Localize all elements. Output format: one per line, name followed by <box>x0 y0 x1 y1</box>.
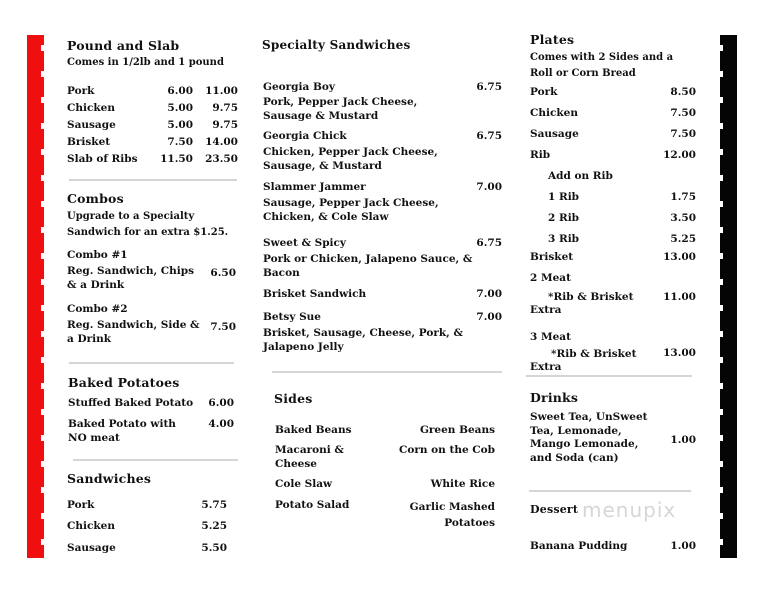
menu-item-price-half: 5.00 <box>167 102 193 114</box>
menu-item-price-half: 6.00 <box>167 85 193 97</box>
plate-price: 7.50 <box>670 128 696 140</box>
specialty-description: Sausage, Pepper Jack Cheese, Chicken, & Cole Slaw <box>263 197 439 223</box>
combo-price: 6.50 <box>210 267 236 279</box>
specialty-description: Brisket, Sausage, Cheese, Pork, & Jalapeno Jelly <box>263 327 463 353</box>
plate-name: Chicken <box>530 107 578 119</box>
specialty-name: Georgia Boy <box>263 81 335 93</box>
side-item: Green Beans <box>419 424 495 436</box>
menu-item-price: 6.00 <box>208 397 234 409</box>
menu-item-name: Sausage <box>67 119 116 131</box>
menu-item-price-pound: 14.00 <box>205 136 238 148</box>
plate-name: Pork <box>530 86 558 98</box>
add-on-name: 1 Rib <box>548 191 580 203</box>
specialty-name: Brisket Sandwich <box>263 288 367 300</box>
specialty-price: 6.75 <box>476 81 502 93</box>
specialty-description: Pork, Pepper Jack Cheese, Sausage & Mustard <box>263 96 418 122</box>
plate-price: 8.50 <box>670 86 696 98</box>
section-title-sides: Sides <box>274 391 313 406</box>
plate-name: Rib <box>530 149 551 161</box>
plate-price: 13.00 <box>663 251 696 263</box>
side-item: Macaroni & Cheese <box>275 444 344 470</box>
side-item: Baked Beans <box>275 424 352 436</box>
menu-item-name: Chicken <box>67 102 115 114</box>
section-title-plates: Plates <box>530 32 575 47</box>
specialty-price: 7.00 <box>476 288 502 300</box>
dessert-price: 1.00 <box>670 540 696 552</box>
section-title-specialty-sandwiches: Specialty Sandwiches <box>262 38 411 52</box>
right-black-border <box>720 35 737 558</box>
menu-item-name: Baked Potato with NO meat <box>68 418 176 444</box>
specialty-description: Pork or Chicken, Jalapeno Sauce, & Bacon <box>263 253 473 279</box>
specialty-price: 6.75 <box>476 130 502 142</box>
specialty-price: 7.00 <box>476 311 502 323</box>
add-on-price: 3.50 <box>670 212 696 224</box>
drinks-description: Sweet Tea, UnSweet Tea, Lemonade, Mango Lemonade, and Soda (can) <box>530 411 648 464</box>
specialty-name: Georgia Chick <box>263 130 347 142</box>
section-title-pound-and-slab: Pound and Slab <box>67 38 180 53</box>
combo-description: Reg. Sandwich, Side & a Drink <box>67 319 200 345</box>
side-item: Potato Salad <box>275 499 350 511</box>
menu-item-price: 4.00 <box>208 418 234 430</box>
section-title-baked-potatoes: Baked Potatoes <box>68 375 180 390</box>
combo-name: Combo #2 <box>67 303 128 315</box>
pound-and-slab-subtitle: Comes in 1/2lb and 1 pound <box>67 57 224 68</box>
add-on-label: Add on Rib <box>548 170 613 182</box>
plate-name: Sausage <box>530 128 579 140</box>
divider <box>529 490 691 492</box>
plate-price: 11.00 <box>663 291 696 303</box>
side-item: Garlic Mashed Potatoes <box>409 501 495 529</box>
menu-item-price-half: 5.00 <box>167 119 193 131</box>
plate-extra: Extra <box>530 304 562 316</box>
side-item: Corn on the Cob <box>399 444 495 456</box>
divider <box>272 371 502 373</box>
divider <box>73 459 238 461</box>
menu-item-name: Stuffed Baked Potato <box>68 397 194 409</box>
menu-item-name: Brisket <box>67 136 111 148</box>
combo-name: Combo #1 <box>67 249 128 261</box>
menu-item-price-half: 11.50 <box>160 153 193 165</box>
plate-extra: Extra <box>530 361 562 373</box>
plates-subtitle: Comes with 2 Sides and a Roll or Corn Bread <box>530 52 674 79</box>
plate-price: 12.00 <box>663 149 696 161</box>
combos-subtitle: Upgrade to a Specialty Sandwich for an extra $1.25. <box>67 211 229 238</box>
combo-description: Reg. Sandwich, Chips & a Drink <box>67 265 195 291</box>
side-item: Cole Slaw <box>275 478 333 490</box>
menu-item-price-half: 7.50 <box>167 136 193 148</box>
menu-item-name: Chicken <box>67 520 115 532</box>
section-title-drinks: Drinks <box>530 390 579 405</box>
side-item: White Rice <box>430 478 495 490</box>
menu-item-name: Sausage <box>67 542 116 554</box>
plate-name: 2 Meat <box>530 272 571 284</box>
plate-name: 3 Meat <box>530 331 571 343</box>
add-on-name: 3 Rib <box>548 233 580 245</box>
menu-item-price-pound: 11.00 <box>205 85 238 97</box>
divider <box>526 375 692 377</box>
specialty-price: 7.00 <box>476 181 502 193</box>
combo-price: 7.50 <box>210 321 236 333</box>
specialty-price: 6.75 <box>476 237 502 249</box>
section-title-combos: Combos <box>67 191 124 206</box>
specialty-description: Chicken, Pepper Jack Cheese, Sausage, & Mustard <box>263 146 438 172</box>
plate-price: 13.00 <box>663 347 696 359</box>
menu-item-price-pound: 9.75 <box>212 102 238 114</box>
drinks-price: 1.00 <box>670 434 696 446</box>
menu-item-name: Pork <box>67 85 95 97</box>
section-title-sandwiches: Sandwiches <box>67 471 152 486</box>
watermark: menupix <box>582 498 677 522</box>
plate-price: 7.50 <box>670 107 696 119</box>
dessert-name: Banana Pudding <box>530 540 628 552</box>
specialty-name: Sweet & Spicy <box>263 237 347 249</box>
menu-item-name: Pork <box>67 499 95 511</box>
plate-note: *Rib & Brisket <box>551 348 637 360</box>
section-title-dessert: Dessert <box>530 503 579 516</box>
add-on-name: 2 Rib <box>548 212 580 224</box>
add-on-price: 1.75 <box>670 191 696 203</box>
specialty-name: Betsy Sue <box>263 311 321 323</box>
divider <box>69 362 234 364</box>
divider <box>69 179 237 181</box>
menu-item-price: 5.25 <box>201 520 227 532</box>
left-red-border <box>27 35 44 558</box>
menu-item-price-pound: 9.75 <box>212 119 238 131</box>
add-on-price: 5.25 <box>670 233 696 245</box>
plate-name: Brisket <box>530 251 574 263</box>
menu-item-price: 5.75 <box>201 499 227 511</box>
menu-item-price-pound: 23.50 <box>205 153 238 165</box>
specialty-name: Slammer Jammer <box>263 181 366 193</box>
menu-item-name: Slab of Ribs <box>67 153 138 165</box>
menu-item-price: 5.50 <box>201 542 227 554</box>
plate-note: *Rib & Brisket <box>548 291 634 303</box>
